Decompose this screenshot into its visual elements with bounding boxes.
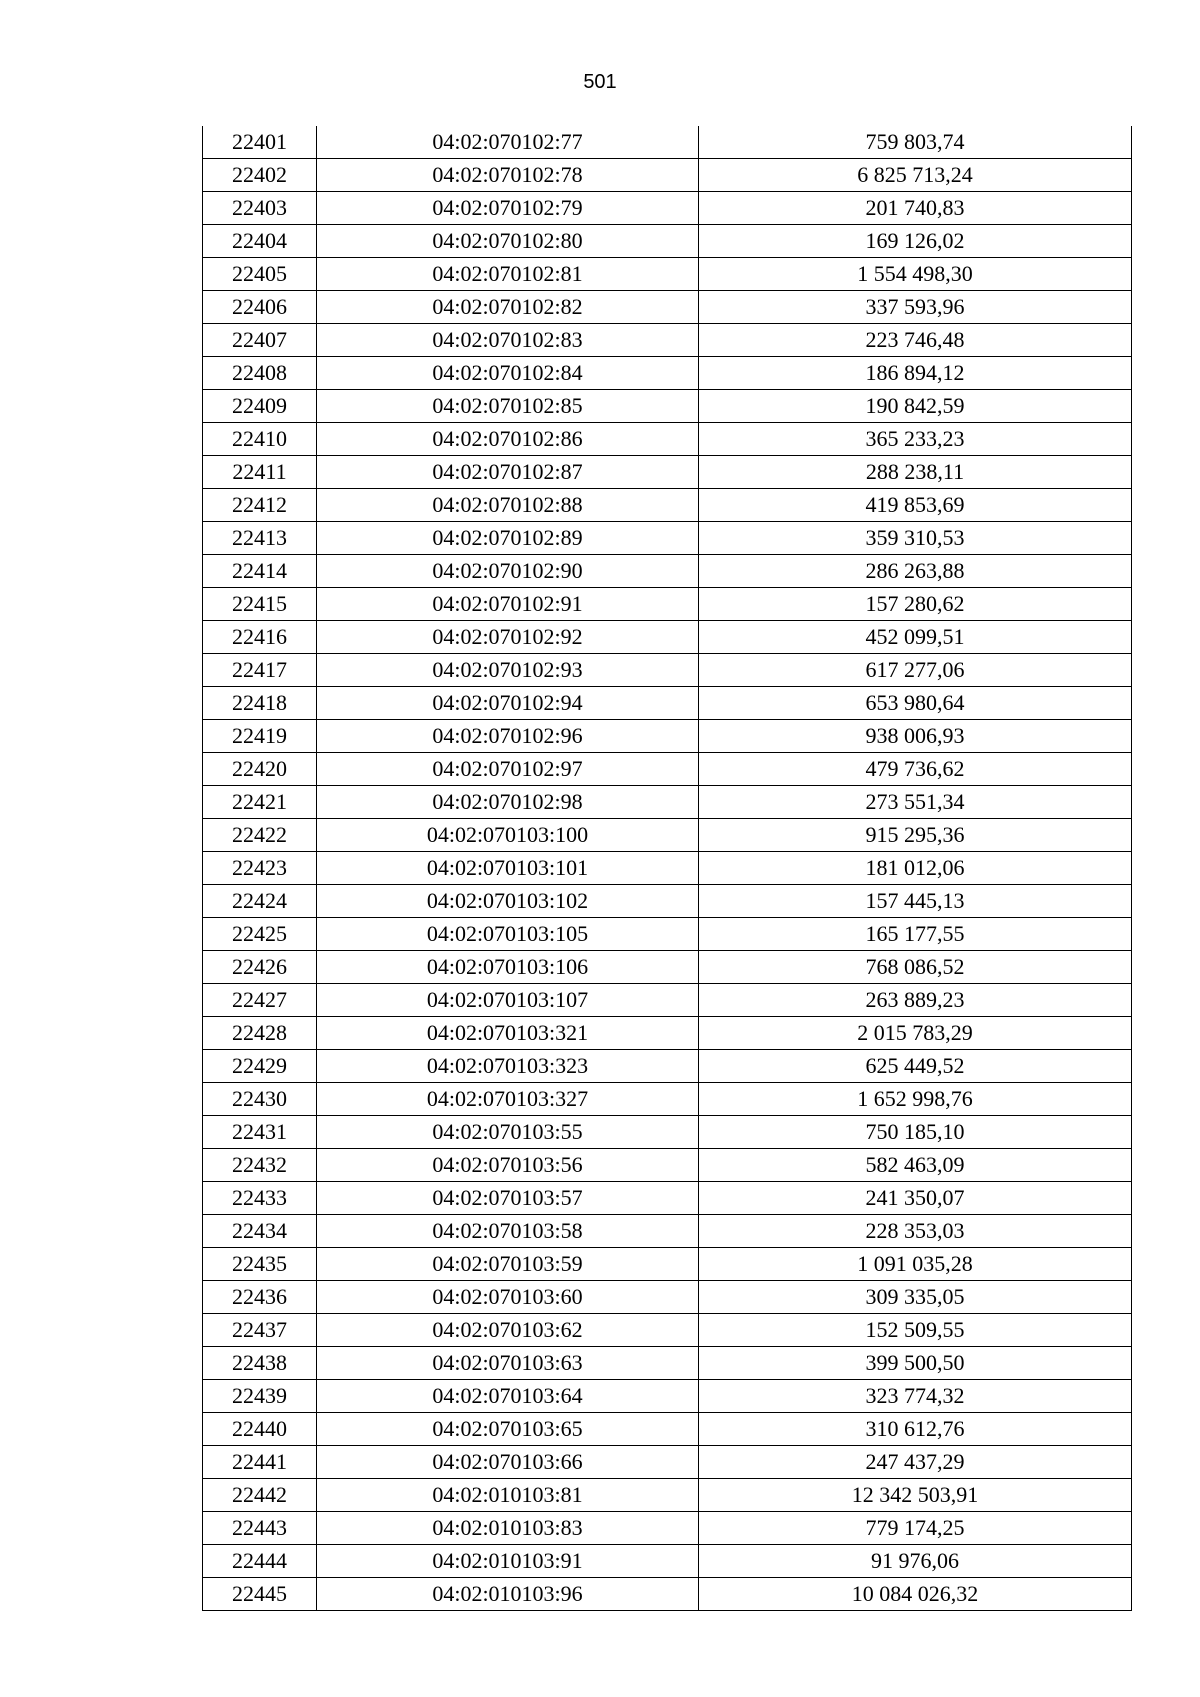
cadastral-number-cell: 04:02:070102:93	[317, 654, 699, 687]
row-number-cell: 22413	[203, 522, 317, 555]
table-row	[203, 1281, 1132, 1314]
cadastral-value-cell: 165 177,55	[699, 918, 1132, 951]
table-row	[203, 1314, 1132, 1347]
page-number: 501	[583, 71, 617, 93]
row-number-cell: 22424	[203, 885, 317, 918]
table-row	[203, 588, 1132, 621]
row-number-cell: 22412	[203, 489, 317, 522]
row-number-cell: 22414	[203, 555, 317, 588]
cadastral-number-cell: 04:02:010103:81	[317, 1479, 699, 1512]
cadastral-number-cell: 04:02:070103:106	[317, 951, 699, 984]
row-number-cell: 22402	[203, 159, 317, 192]
table-row	[203, 1149, 1132, 1182]
row-number-cell: 22431	[203, 1116, 317, 1149]
table-row	[203, 1413, 1132, 1446]
table-row	[203, 852, 1132, 885]
table-row	[203, 885, 1132, 918]
cadastral-value-cell: 6 825 713,24	[699, 159, 1132, 192]
cadastral-number-cell: 04:02:070102:83	[317, 324, 699, 357]
cadastral-number-cell: 04:02:070102:82	[317, 291, 699, 324]
cadastral-value-cell: 169 126,02	[699, 225, 1132, 258]
row-number-cell: 22435	[203, 1248, 317, 1281]
table-row	[203, 192, 1132, 225]
cadastral-number-cell: 04:02:070103:321	[317, 1017, 699, 1050]
cadastral-value-cell: 938 006,93	[699, 720, 1132, 753]
table-row	[203, 918, 1132, 951]
row-number-cell: 22425	[203, 918, 317, 951]
row-number-cell: 22406	[203, 291, 317, 324]
cadastral-number-cell: 04:02:070102:89	[317, 522, 699, 555]
row-number-cell: 22409	[203, 390, 317, 423]
cadastral-value-cell: 1 652 998,76	[699, 1083, 1132, 1116]
cadastral-value-cell: 337 593,96	[699, 291, 1132, 324]
cadastral-value-cell: 241 350,07	[699, 1182, 1132, 1215]
row-number-cell: 22428	[203, 1017, 317, 1050]
cadastral-number-cell: 04:02:070102:85	[317, 390, 699, 423]
table-row	[203, 951, 1132, 984]
row-number-cell: 22423	[203, 852, 317, 885]
cadastral-number-cell: 04:02:070102:88	[317, 489, 699, 522]
row-number-cell: 22411	[203, 456, 317, 489]
table-row	[203, 1050, 1132, 1083]
cadastral-value-cell: 223 746,48	[699, 324, 1132, 357]
cadastral-value-cell: 273 551,34	[699, 786, 1132, 819]
row-number-cell: 22415	[203, 588, 317, 621]
cadastral-number-cell: 04:02:070103:60	[317, 1281, 699, 1314]
table-row	[203, 1215, 1132, 1248]
table-row	[203, 1116, 1132, 1149]
table-row	[203, 159, 1132, 192]
table-row	[203, 753, 1132, 786]
row-number-cell: 22440	[203, 1413, 317, 1446]
cadastral-value-cell: 263 889,23	[699, 984, 1132, 1017]
row-number-cell: 22444	[203, 1545, 317, 1578]
row-number-cell: 22439	[203, 1380, 317, 1413]
table-row	[203, 1017, 1132, 1050]
cadastral-value-cell: 479 736,62	[699, 753, 1132, 786]
row-number-cell: 22422	[203, 819, 317, 852]
row-number-cell: 22410	[203, 423, 317, 456]
table-row	[203, 225, 1132, 258]
cadastral-number-cell: 04:02:070103:65	[317, 1413, 699, 1446]
cadastral-number-cell: 04:02:010103:91	[317, 1545, 699, 1578]
table-row	[203, 1545, 1132, 1578]
cadastral-number-cell: 04:02:070102:77	[317, 126, 699, 159]
cadastral-value-cell: 286 263,88	[699, 555, 1132, 588]
cadastral-number-cell: 04:02:070102:84	[317, 357, 699, 390]
row-number-cell: 22430	[203, 1083, 317, 1116]
row-number-cell: 22419	[203, 720, 317, 753]
cadastral-value-cell: 617 277,06	[699, 654, 1132, 687]
row-number-cell: 22418	[203, 687, 317, 720]
table-row	[203, 984, 1132, 1017]
cadastral-value-cell: 750 185,10	[699, 1116, 1132, 1149]
cadastral-number-cell: 04:02:070102:78	[317, 159, 699, 192]
table-row	[203, 786, 1132, 819]
cadastral-number-cell: 04:02:070103:327	[317, 1083, 699, 1116]
table-row	[203, 324, 1132, 357]
table-row	[203, 687, 1132, 720]
table-row	[203, 291, 1132, 324]
cadastral-number-cell: 04:02:010103:96	[317, 1578, 699, 1611]
cadastral-number-cell: 04:02:070103:56	[317, 1149, 699, 1182]
cadastral-value-cell: 768 086,52	[699, 951, 1132, 984]
table-row	[203, 1248, 1132, 1281]
cadastral-value-cell: 181 012,06	[699, 852, 1132, 885]
cadastral-value-cell: 12 342 503,91	[699, 1479, 1132, 1512]
table-row	[203, 1512, 1132, 1545]
cadastral-value-cell: 365 233,23	[699, 423, 1132, 456]
row-number-cell: 22403	[203, 192, 317, 225]
row-number-cell: 22426	[203, 951, 317, 984]
table-row	[203, 126, 1132, 159]
cadastral-value-cell: 1 091 035,28	[699, 1248, 1132, 1281]
cadastral-value-cell: 157 445,13	[699, 885, 1132, 918]
table-row	[203, 456, 1132, 489]
row-number-cell: 22401	[203, 126, 317, 159]
row-number-cell: 22434	[203, 1215, 317, 1248]
cadastral-number-cell: 04:02:070103:55	[317, 1116, 699, 1149]
cadastral-value-cell: 323 774,32	[699, 1380, 1132, 1413]
table-row	[203, 819, 1132, 852]
cadastral-value-cell: 186 894,12	[699, 357, 1132, 390]
cadastral-number-cell: 04:02:070103:62	[317, 1314, 699, 1347]
cadastral-number-cell: 04:02:070102:98	[317, 786, 699, 819]
cadastral-value-cell: 653 980,64	[699, 687, 1132, 720]
table-row	[203, 1083, 1132, 1116]
cadastral-number-cell: 04:02:070102:79	[317, 192, 699, 225]
table-row	[203, 423, 1132, 456]
cadastral-value-cell: 759 803,74	[699, 126, 1132, 159]
table-row	[203, 489, 1132, 522]
table-row	[203, 258, 1132, 291]
cadastral-value-cell: 359 310,53	[699, 522, 1132, 555]
cadastral-number-cell: 04:02:070102:97	[317, 753, 699, 786]
cadastral-number-cell: 04:02:070103:58	[317, 1215, 699, 1248]
cadastral-number-cell: 04:02:070102:81	[317, 258, 699, 291]
table-row	[203, 357, 1132, 390]
cadastral-number-cell: 04:02:070102:92	[317, 621, 699, 654]
cadastral-value-cell: 582 463,09	[699, 1149, 1132, 1182]
row-number-cell: 22427	[203, 984, 317, 1017]
row-number-cell: 22429	[203, 1050, 317, 1083]
cadastral-number-cell: 04:02:070103:101	[317, 852, 699, 885]
table-row	[203, 720, 1132, 753]
cadastral-number-cell: 04:02:070103:100	[317, 819, 699, 852]
cadastral-number-cell: 04:02:070102:94	[317, 687, 699, 720]
cadastral-value-cell: 399 500,50	[699, 1347, 1132, 1380]
table-row	[203, 555, 1132, 588]
row-number-cell: 22436	[203, 1281, 317, 1314]
row-number-cell: 22408	[203, 357, 317, 390]
table-row	[203, 1479, 1132, 1512]
table-row	[203, 1347, 1132, 1380]
cadastral-number-cell: 04:02:070103:66	[317, 1446, 699, 1479]
row-number-cell: 22445	[203, 1578, 317, 1611]
table-row	[203, 621, 1132, 654]
cadastral-value-cell: 152 509,55	[699, 1314, 1132, 1347]
cadastral-value-cell: 779 174,25	[699, 1512, 1132, 1545]
row-number-cell: 22432	[203, 1149, 317, 1182]
table-row	[203, 1182, 1132, 1215]
row-number-cell: 22441	[203, 1446, 317, 1479]
row-number-cell: 22443	[203, 1512, 317, 1545]
cadastral-number-cell: 04:02:070103:57	[317, 1182, 699, 1215]
cadastral-value-cell: 10 084 026,32	[699, 1578, 1132, 1611]
cadastral-value-cell: 309 335,05	[699, 1281, 1132, 1314]
table-row	[203, 390, 1132, 423]
cadastral-number-cell: 04:02:070102:80	[317, 225, 699, 258]
cadastral-value-cell: 201 740,83	[699, 192, 1132, 225]
table-row	[203, 1380, 1132, 1413]
table-row	[203, 1446, 1132, 1479]
cadastral-value-cell: 247 437,29	[699, 1446, 1132, 1479]
cadastral-value-cell: 310 612,76	[699, 1413, 1132, 1446]
cadastral-value-cell: 288 238,11	[699, 456, 1132, 489]
cadastral-number-cell: 04:02:070102:87	[317, 456, 699, 489]
cadastral-value-cell: 157 280,62	[699, 588, 1132, 621]
table-row	[203, 522, 1132, 555]
cadastral-value-cell: 190 842,59	[699, 390, 1132, 423]
cadastral-number-cell: 04:02:070102:91	[317, 588, 699, 621]
cadastral-value-cell: 1 554 498,30	[699, 258, 1132, 291]
cadastral-value-cell: 419 853,69	[699, 489, 1132, 522]
cadastral-number-cell: 04:02:070103:63	[317, 1347, 699, 1380]
cadastral-value-cell: 625 449,52	[699, 1050, 1132, 1083]
cadastral-number-cell: 04:02:070103:107	[317, 984, 699, 1017]
row-number-cell: 22420	[203, 753, 317, 786]
cadastral-number-cell: 04:02:070103:105	[317, 918, 699, 951]
row-number-cell: 22416	[203, 621, 317, 654]
cadastral-value-table	[202, 126, 1132, 1611]
cadastral-value-cell: 915 295,36	[699, 819, 1132, 852]
cadastral-number-cell: 04:02:070102:96	[317, 720, 699, 753]
row-number-cell: 22437	[203, 1314, 317, 1347]
cadastral-number-cell: 04:02:010103:83	[317, 1512, 699, 1545]
cadastral-value-cell: 228 353,03	[699, 1215, 1132, 1248]
row-number-cell: 22405	[203, 258, 317, 291]
row-number-cell: 22417	[203, 654, 317, 687]
row-number-cell: 22404	[203, 225, 317, 258]
cadastral-value-cell: 452 099,51	[699, 621, 1132, 654]
row-number-cell: 22421	[203, 786, 317, 819]
cadastral-number-cell: 04:02:070103:102	[317, 885, 699, 918]
cadastral-value-cell: 91 976,06	[699, 1545, 1132, 1578]
row-number-cell: 22442	[203, 1479, 317, 1512]
row-number-cell: 22438	[203, 1347, 317, 1380]
table-row	[203, 1578, 1132, 1611]
cadastral-number-cell: 04:02:070103:64	[317, 1380, 699, 1413]
table-body	[203, 126, 1132, 1611]
cadastral-number-cell: 04:02:070102:90	[317, 555, 699, 588]
row-number-cell: 22433	[203, 1182, 317, 1215]
cadastral-number-cell: 04:02:070103:323	[317, 1050, 699, 1083]
cadastral-value-cell: 2 015 783,29	[699, 1017, 1132, 1050]
table-row	[203, 654, 1132, 687]
row-number-cell: 22407	[203, 324, 317, 357]
cadastral-number-cell: 04:02:070102:86	[317, 423, 699, 456]
cadastral-number-cell: 04:02:070103:59	[317, 1248, 699, 1281]
